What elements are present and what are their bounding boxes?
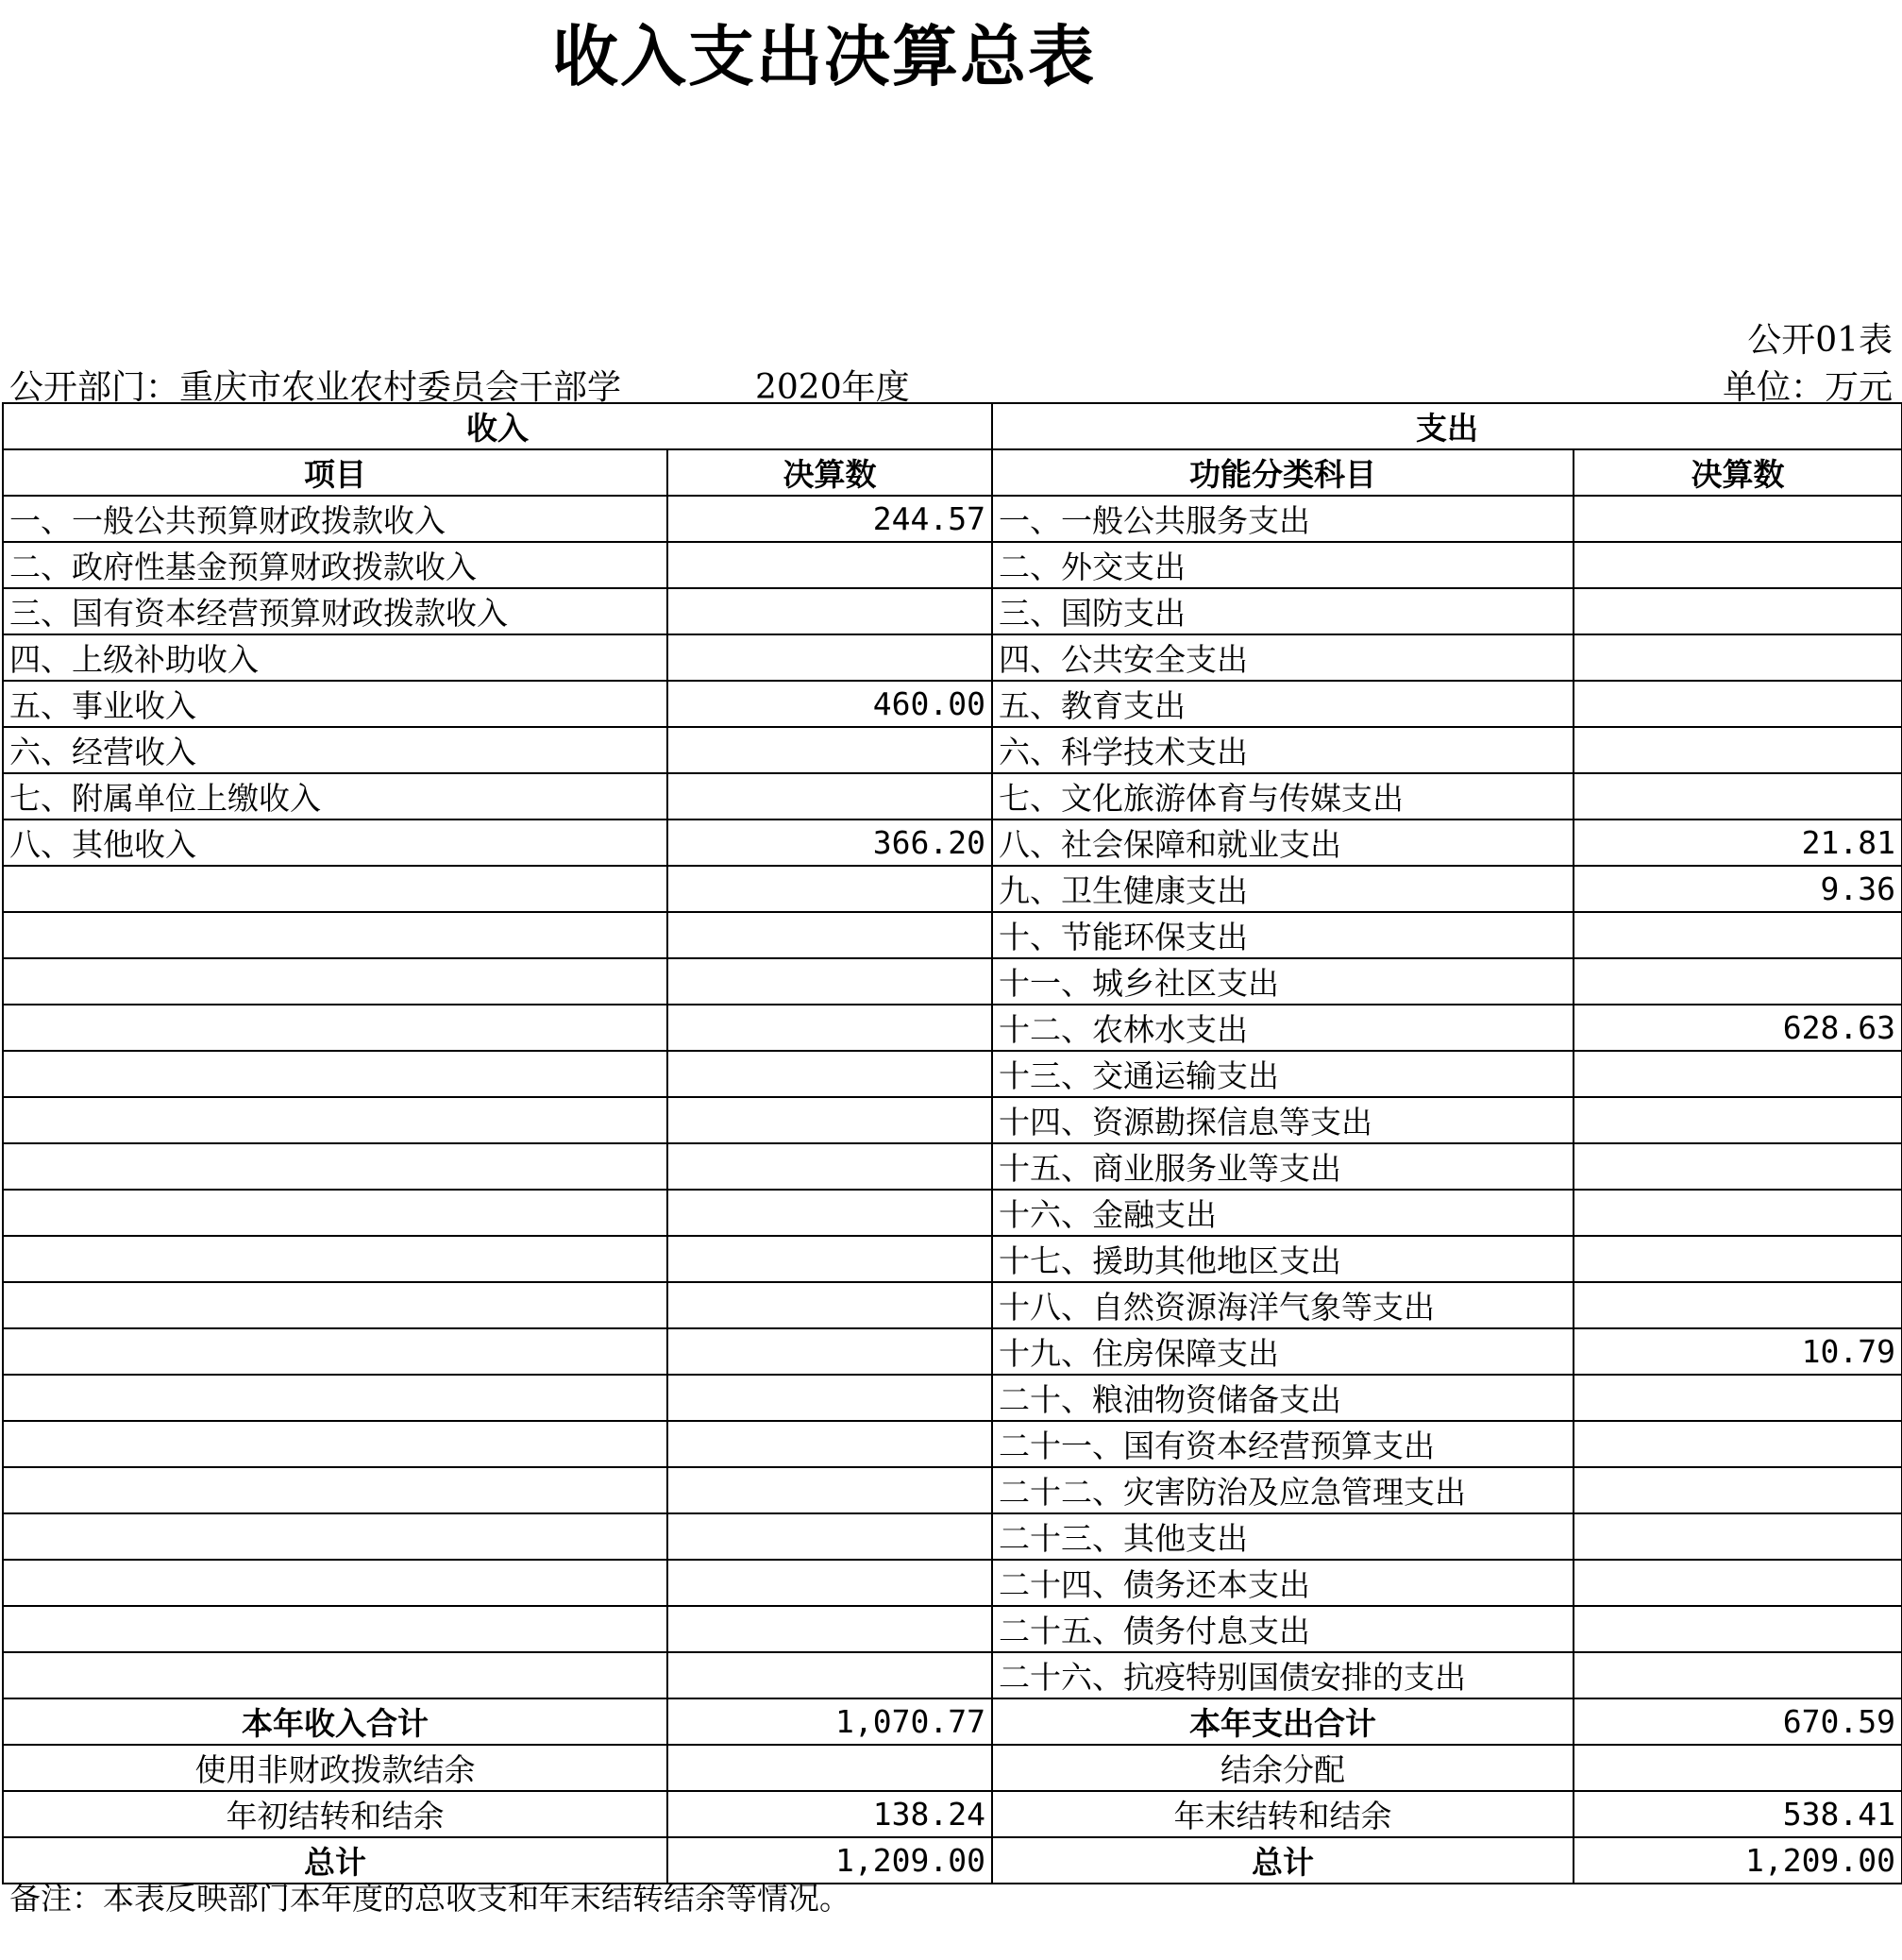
income-item-cell xyxy=(3,1097,667,1143)
income-item-cell xyxy=(3,866,667,912)
expense-item-cell: 二十、粮油物资储备支出 xyxy=(992,1375,1574,1421)
income-amount-cell xyxy=(667,1236,992,1282)
summary-income-label: 本年收入合计 xyxy=(3,1698,667,1745)
table-row xyxy=(3,912,1902,958)
expense-amount-cell xyxy=(1574,1375,1902,1421)
expense-item-cell: 二十五、债务付息支出 xyxy=(992,1606,1574,1652)
expense-item-cell: 十九、住房保障支出 xyxy=(992,1328,1574,1375)
column-header-func-amount: 决算数 xyxy=(1574,449,1902,496)
table-row xyxy=(3,773,1902,819)
income-item-cell: 七、附属单位上缴收入 xyxy=(3,773,667,819)
summary-income-value: 1,070.77 xyxy=(667,1698,992,1745)
income-amount-cell xyxy=(667,1606,992,1652)
summary-income-value: 138.24 xyxy=(667,1791,992,1837)
income-amount-cell xyxy=(667,1005,992,1051)
income-item-cell: 三、国有资本经营预算财政拨款收入 xyxy=(3,588,667,634)
income-amount-cell xyxy=(667,634,992,681)
income-amount-cell xyxy=(667,958,992,1005)
expense-item-cell: 六、科学技术支出 xyxy=(992,727,1574,773)
income-amount-cell: 460.00 xyxy=(667,681,992,727)
summary-row xyxy=(3,1791,1902,1837)
income-section-header: 收入 xyxy=(3,403,992,449)
income-item-cell: 五、事业收入 xyxy=(3,681,667,727)
expense-item-cell: 二十四、债务还本支出 xyxy=(992,1560,1574,1606)
department-name: 公开部门：重庆市农业农村委员会干部学 xyxy=(9,368,622,407)
table-row xyxy=(3,727,1902,773)
summary-income-label: 总计 xyxy=(3,1837,667,1884)
expense-item-cell: 二十一、国有资本经营预算支出 xyxy=(992,1421,1574,1467)
income-amount-cell xyxy=(667,1190,992,1236)
footnote: 备注：本表反映部门本年度的总收支和年末结转结余等情况。 xyxy=(9,1880,850,1917)
expense-item-cell: 十六、金融支出 xyxy=(992,1190,1574,1236)
expense-item-cell: 三、国防支出 xyxy=(992,588,1574,634)
income-item-cell: 四、上级补助收入 xyxy=(3,634,667,681)
table-row xyxy=(3,1513,1902,1560)
table-row xyxy=(3,681,1902,727)
summary-row xyxy=(3,1698,1902,1745)
summary-expense-label: 结余分配 xyxy=(992,1745,1574,1791)
income-item-cell: 六、经营收入 xyxy=(3,727,667,773)
table-row xyxy=(3,634,1902,681)
expense-amount-cell xyxy=(1574,958,1902,1005)
table-row xyxy=(3,496,1902,542)
table-row xyxy=(3,1190,1902,1236)
expense-item-cell: 十七、援助其他地区支出 xyxy=(992,1236,1574,1282)
expense-amount-cell xyxy=(1574,912,1902,958)
table-row xyxy=(3,1606,1902,1652)
unit-label: 单位：万元 xyxy=(1722,368,1893,407)
income-amount-cell xyxy=(667,912,992,958)
table-row xyxy=(3,1005,1902,1051)
expense-amount-cell xyxy=(1574,634,1902,681)
column-header-item: 项目 xyxy=(3,449,667,496)
summary-income-label: 使用非财政拨款结余 xyxy=(3,1745,667,1791)
expense-item-cell: 十八、自然资源海洋气象等支出 xyxy=(992,1282,1574,1328)
expense-amount-cell xyxy=(1574,1236,1902,1282)
expense-item-cell: 一、一般公共服务支出 xyxy=(992,496,1574,542)
table-row xyxy=(3,1328,1902,1375)
expense-item-cell: 七、文化旅游体育与传媒支出 xyxy=(992,773,1574,819)
expense-amount-cell xyxy=(1574,1560,1902,1606)
expense-amount-cell: 10.79 xyxy=(1574,1328,1902,1375)
summary-expense-label: 本年支出合计 xyxy=(992,1698,1574,1745)
income-amount-cell xyxy=(667,1097,992,1143)
income-item-cell xyxy=(3,1190,667,1236)
income-amount-cell xyxy=(667,1421,992,1467)
column-header-func-item: 功能分类科目 xyxy=(992,449,1574,496)
expense-item-cell: 五、教育支出 xyxy=(992,681,1574,727)
form-number: 公开01表 xyxy=(1747,321,1893,360)
income-amount-cell xyxy=(667,866,992,912)
column-header-row xyxy=(3,449,1902,496)
income-amount-cell xyxy=(667,1282,992,1328)
summary-expense-label: 年末结转和结余 xyxy=(992,1791,1574,1837)
income-amount-cell xyxy=(667,1051,992,1097)
income-amount-cell xyxy=(667,727,992,773)
expense-item-cell: 十五、商业服务业等支出 xyxy=(992,1143,1574,1190)
income-item-cell xyxy=(3,912,667,958)
table-row xyxy=(3,1143,1902,1190)
expense-amount-cell xyxy=(1574,773,1902,819)
summary-expense-value: 670.59 xyxy=(1574,1698,1902,1745)
table-row xyxy=(3,1560,1902,1606)
table-row xyxy=(3,588,1902,634)
expense-item-cell: 十、节能环保支出 xyxy=(992,912,1574,958)
income-item-cell xyxy=(3,1143,667,1190)
income-item-cell xyxy=(3,1051,667,1097)
expense-amount-cell xyxy=(1574,588,1902,634)
expense-item-cell: 十三、交通运输支出 xyxy=(992,1051,1574,1097)
summary-income-label: 年初结转和结余 xyxy=(3,1791,667,1837)
expense-amount-cell xyxy=(1574,1097,1902,1143)
expense-item-cell: 二十六、抗疫特别国债安排的支出 xyxy=(992,1652,1574,1698)
expense-item-cell: 九、卫生健康支出 xyxy=(992,866,1574,912)
expense-amount-cell xyxy=(1574,1513,1902,1560)
income-amount-cell xyxy=(667,773,992,819)
income-item-cell: 八、其他收入 xyxy=(3,819,667,866)
income-item-cell: 一、一般公共预算财政拨款收入 xyxy=(3,496,667,542)
income-amount-cell xyxy=(667,1143,992,1190)
expense-item-cell: 二十三、其他支出 xyxy=(992,1513,1574,1560)
expense-amount-cell xyxy=(1574,1190,1902,1236)
expense-amount-cell: 628.63 xyxy=(1574,1005,1902,1051)
expense-item-cell: 十一、城乡社区支出 xyxy=(992,958,1574,1005)
income-amount-cell xyxy=(667,1652,992,1698)
income-amount-cell xyxy=(667,1513,992,1560)
income-amount-cell xyxy=(667,1467,992,1513)
expense-item-cell: 二、外交支出 xyxy=(992,542,1574,588)
expense-amount-cell xyxy=(1574,542,1902,588)
summary-expense-label: 总计 xyxy=(992,1837,1574,1884)
income-item-cell xyxy=(3,958,667,1005)
expense-amount-cell: 9.36 xyxy=(1574,866,1902,912)
expense-amount-cell xyxy=(1574,681,1902,727)
fiscal-year: 2020年度 xyxy=(755,368,910,407)
table-row xyxy=(3,1467,1902,1513)
page-title: 收入支出决算总表 xyxy=(552,18,1096,95)
table-row xyxy=(3,542,1902,588)
expense-item-cell: 十四、资源勘探信息等支出 xyxy=(992,1097,1574,1143)
income-amount-cell xyxy=(667,542,992,588)
income-item-cell xyxy=(3,1513,667,1560)
income-item-cell xyxy=(3,1560,667,1606)
income-amount-cell xyxy=(667,1328,992,1375)
table-row xyxy=(3,1282,1902,1328)
income-item-cell xyxy=(3,1421,667,1467)
expense-section-header: 支出 xyxy=(992,403,1902,449)
income-item-cell xyxy=(3,1005,667,1051)
expense-item-cell: 四、公共安全支出 xyxy=(992,634,1574,681)
summary-income-value xyxy=(667,1745,992,1791)
table-row xyxy=(3,1652,1902,1698)
table-row xyxy=(3,1051,1902,1097)
expense-amount-cell xyxy=(1574,727,1902,773)
income-item-cell xyxy=(3,1236,667,1282)
income-amount-cell: 366.20 xyxy=(667,819,992,866)
expense-amount-cell xyxy=(1574,1421,1902,1467)
income-item-cell: 二、政府性基金预算财政拨款收入 xyxy=(3,542,667,588)
expense-amount-cell xyxy=(1574,1143,1902,1190)
income-item-cell xyxy=(3,1328,667,1375)
expense-amount-cell xyxy=(1574,1051,1902,1097)
income-amount-cell xyxy=(667,588,992,634)
income-expense-table xyxy=(2,402,1902,1884)
table-row xyxy=(3,1421,1902,1467)
income-amount-cell xyxy=(667,1375,992,1421)
table-row xyxy=(3,1097,1902,1143)
summary-expense-value xyxy=(1574,1745,1902,1791)
expense-amount-cell xyxy=(1574,1606,1902,1652)
table-row xyxy=(3,866,1902,912)
income-item-cell xyxy=(3,1375,667,1421)
income-item-cell xyxy=(3,1652,667,1698)
table-row xyxy=(3,958,1902,1005)
income-item-cell xyxy=(3,1282,667,1328)
expense-amount-cell xyxy=(1574,1652,1902,1698)
expense-item-cell: 二十二、灾害防治及应急管理支出 xyxy=(992,1467,1574,1513)
income-item-cell xyxy=(3,1606,667,1652)
income-amount-cell xyxy=(667,1560,992,1606)
table-row xyxy=(3,1236,1902,1282)
summary-expense-value: 538.41 xyxy=(1574,1791,1902,1837)
expense-item-cell: 八、社会保障和就业支出 xyxy=(992,819,1574,866)
summary-expense-value: 1,209.00 xyxy=(1574,1837,1902,1884)
summary-income-value: 1,209.00 xyxy=(667,1837,992,1884)
section-header-row xyxy=(3,403,1902,449)
expense-item-cell: 十二、农林水支出 xyxy=(992,1005,1574,1051)
income-item-cell xyxy=(3,1467,667,1513)
expense-amount-cell xyxy=(1574,496,1902,542)
column-header-amount: 决算数 xyxy=(667,449,992,496)
income-amount-cell: 244.57 xyxy=(667,496,992,542)
expense-amount-cell: 21.81 xyxy=(1574,819,1902,866)
summary-row xyxy=(3,1745,1902,1791)
expense-amount-cell xyxy=(1574,1282,1902,1328)
table-row xyxy=(3,1375,1902,1421)
table-row xyxy=(3,819,1902,866)
expense-amount-cell xyxy=(1574,1467,1902,1513)
